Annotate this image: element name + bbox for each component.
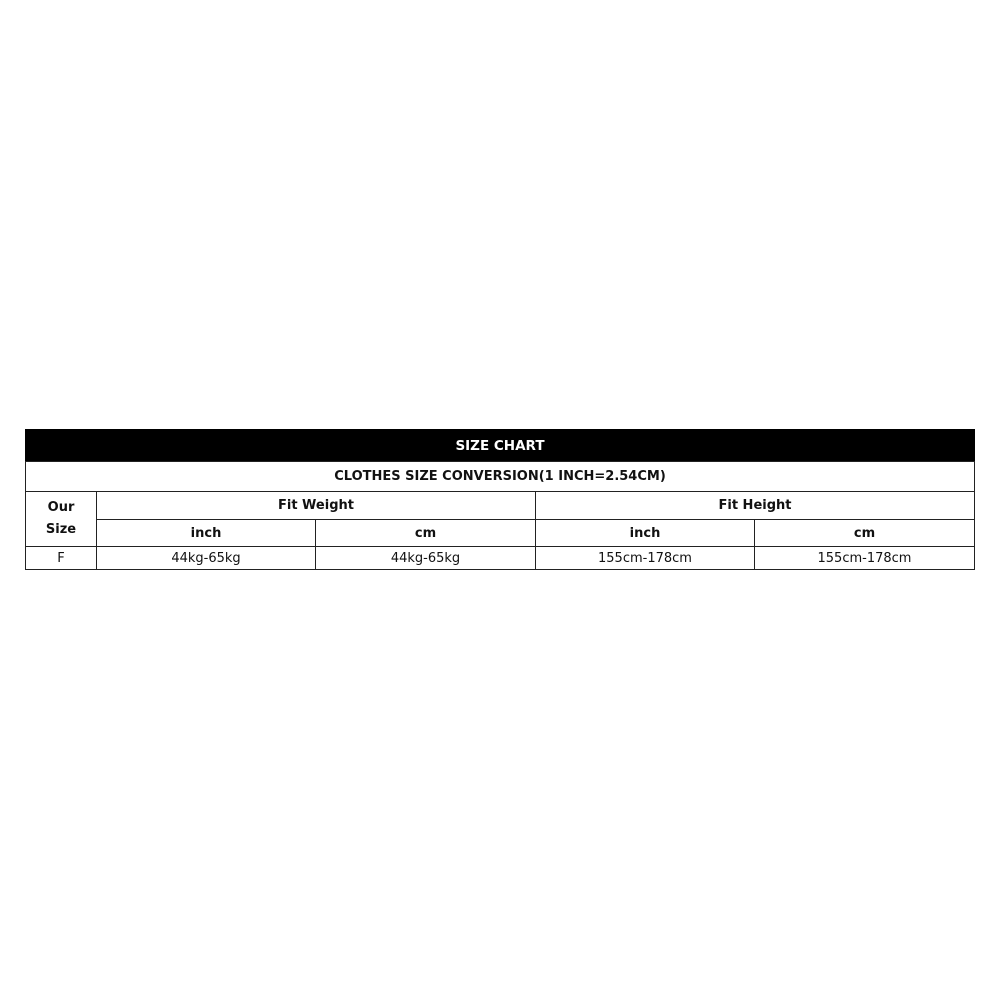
weight-inch-cell: 44kg-65kg (96, 546, 316, 570)
our-size-header (25, 491, 97, 547)
table-title: SIZE CHART (25, 429, 975, 462)
unit-header-weight-cm: cm (315, 519, 536, 547)
height-cm-cell: 155cm-178cm (754, 546, 975, 570)
unit-header-height-inch: inch (535, 519, 755, 547)
unit-header-weight-inch: inch (96, 519, 316, 547)
weight-cm-cell: 44kg-65kg (315, 546, 536, 570)
table-subtitle: CLOTHES SIZE CONVERSION(1 INCH=2.54CM) (25, 461, 975, 492)
unit-header-height-cm: cm (754, 519, 975, 547)
size-cell: F (25, 546, 97, 570)
our-size-label-1: Our (47, 500, 75, 515)
fit-weight-header: Fit Weight (96, 491, 536, 520)
height-inch-cell: 155cm-178cm (535, 546, 755, 570)
our-size-label-2: Size (45, 522, 77, 537)
fit-height-header: Fit Height (535, 491, 975, 520)
